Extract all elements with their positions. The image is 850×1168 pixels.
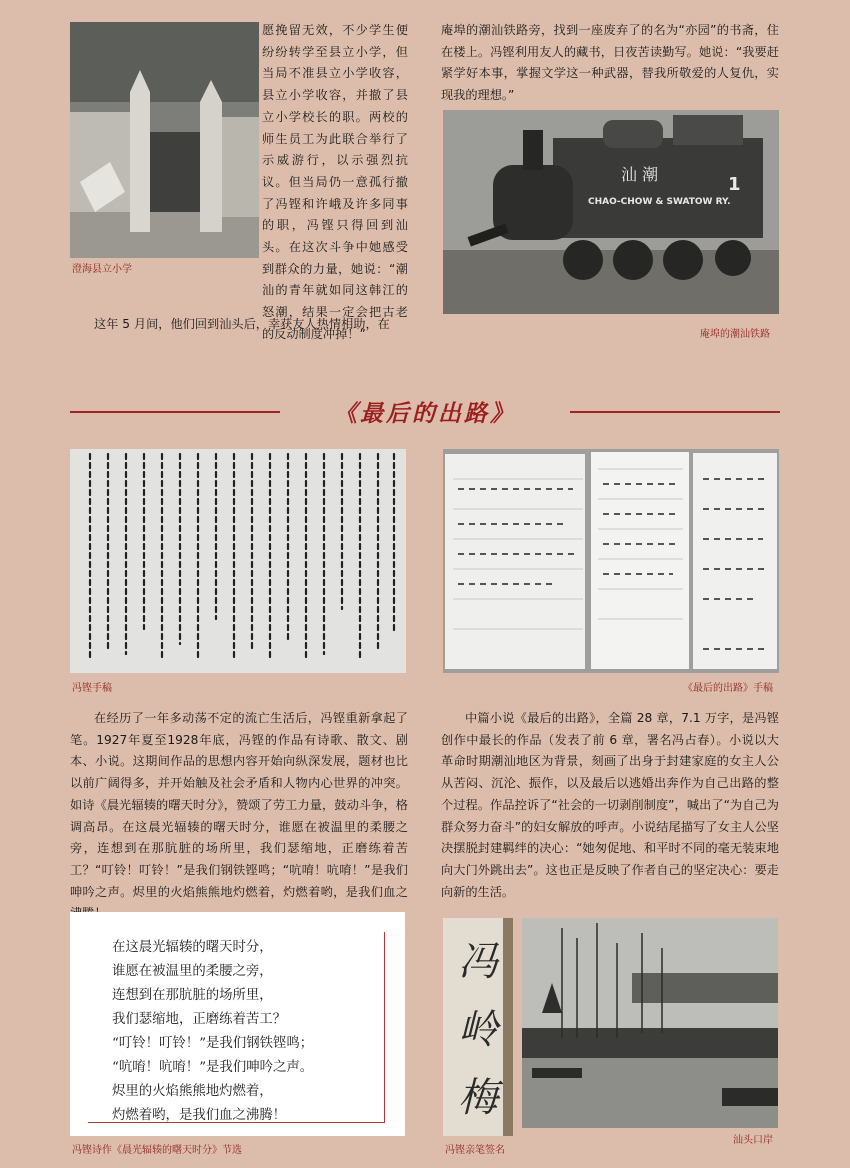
top-left-continuation: 这年 5 月间，他们回到汕头后，幸获友人热情相助，在 bbox=[94, 317, 390, 331]
poem-frame bbox=[88, 932, 385, 1123]
poem-line-3: 连想到在那肮脏的场所里， bbox=[112, 988, 273, 1003]
manuscript-pages-illustration bbox=[443, 449, 779, 673]
manuscript-right-caption: 《最后的出路》手稿 bbox=[683, 683, 773, 694]
harbor-caption: 汕头口岸 bbox=[733, 1135, 773, 1146]
harbor-photo bbox=[522, 918, 778, 1128]
poem-line-6: “吭唷！吭唷！”是我们呻吟之声。 bbox=[112, 1060, 314, 1075]
handwriting-illustration bbox=[70, 449, 406, 673]
top-right-text: 庵埠的潮汕铁路旁，找到一座废弃了的名为“亦园”的书斋，住在楼上。冯铿利用友人的藏书，日夜苦读勤写。她说：“我要赶紧学好本事，掌握文学这一种武器，替我所敬爱的人复仇，实现我的理想。” bbox=[441, 23, 779, 103]
poem-lines bbox=[112, 936, 313, 1128]
manuscript-right-image bbox=[443, 449, 779, 673]
title-divider-right bbox=[570, 411, 780, 413]
poem-line-1: 在这晨光辐辏的曙天时分， bbox=[112, 940, 273, 955]
manuscript-left-caption: 冯铿手稿 bbox=[72, 683, 112, 694]
manuscript-left-image bbox=[70, 449, 406, 673]
section-title: 《最后的出路》 bbox=[334, 401, 516, 427]
poem-line-7: 烬里的火焰熊熊地灼燃着， bbox=[112, 1084, 273, 1099]
poem-box bbox=[70, 912, 405, 1136]
poem-caption: 冯铿诗作《晨光辐辏的曙天时分》节选 bbox=[72, 1145, 242, 1156]
signature-caption: 冯铿亲笔签名 bbox=[445, 1145, 505, 1156]
railway-plate-number: 1 bbox=[728, 174, 741, 195]
poem-line-8: 灼燃着哟，是我们血之沸腾！ bbox=[112, 1108, 287, 1123]
title-divider-left bbox=[70, 411, 280, 413]
signature-image bbox=[443, 918, 513, 1136]
railway-plate-chinese: 汕 潮 bbox=[621, 165, 659, 184]
poem-line-4: 我们瑟缩地，正磨练着苦工？ bbox=[112, 1012, 287, 1027]
harbor-illustration bbox=[522, 918, 778, 1128]
school-gate-photo bbox=[70, 22, 259, 258]
railway-photo-caption: 庵埠的潮汕铁路 bbox=[700, 329, 770, 340]
middle-left-text: 在经历了一年多动荡不定的流亡生活后，冯铿重新拿起了笔。1927年夏至1928年底，冯铿的作品有诗歌、散文、剧本、小说。这期间作品的思想内容开始向纵深发展，题材也比以前广阔得多，并开始触及社会矛盾和人物内心世界的冲突。如诗《晨光辐辏的曙天时分》，赞颂了劳工力量，鼓动斗争，格调高昂。在这晨光辐辏的曙天时分，谁愿在被温里的柔腰之旁，连想到在那肮脏的场所里，我们瑟缩地，正磨练着苦工？“叮铃！叮铃！”是我们钢铁铿鸣；“吭唷！吭唷！”是我们呻吟之声。烬里的火焰熊熊地灼燃着，灼燃着哟，是我们血之 bbox=[70, 711, 408, 899]
signature-text: 冯岭梅 bbox=[458, 939, 498, 1121]
top-left-text bbox=[262, 20, 408, 346]
school-photo-caption: 澄海县立小学 bbox=[72, 264, 132, 275]
top-left-paragraph: 愿挽留无效，不少学生便纷纷转学至县立小学，但当局不准县立小学收容，县立小学收容，并撤了县立小学校长的职。两校的师生员工为此联合举行了示威游行，以示强烈抗议。但当局仍一意孤行撤了冯铿和许峨及许多同事的职，冯铿只得回到汕头。在这次斗争中她感受到群众的力量，她说：“潮汕的青年就如同这韩江的怒潮，结果一定会把古老的反动制度冲掉！” bbox=[262, 23, 408, 341]
railway-photo bbox=[443, 110, 779, 314]
locomotive-illustration bbox=[443, 110, 779, 314]
middle-right-text: 中篇小说《最后的出路》，全篇 28 章，7.1 万字，是冯铿创作中最长的作品（发表了前 6 章，署名冯占春）。小说以大革命时期潮汕地区为背景，刻画了出身于封建家庭的女主人公从苦闷、沉沦、振作，以及最后以逃婚出奔作为自己出路的整个过程。作品控诉了“社会的一切剥削制度”，喊出了“为自己为群众努力奋斗”的妇女解放的呼声。小说结尾描写了女主人公坚决摆脱封建羁绊的决心：“她匆促地、和平时不同的毫无装束地向大门外跳出去”。这也正是反映了作者自己的坚定决心：要走向新的生活。 bbox=[441, 711, 779, 899]
railway-plate-english: CHAO-CHOW & SWATOW RY. bbox=[588, 197, 731, 207]
poem-line-5: “叮铃！叮铃！”是我们钢铁铿鸣； bbox=[112, 1036, 314, 1051]
poem-line-2: 谁愿在被温里的柔腰之旁， bbox=[112, 964, 273, 979]
school-gate-illustration bbox=[70, 22, 259, 258]
signature-paper-edge bbox=[503, 918, 513, 1136]
